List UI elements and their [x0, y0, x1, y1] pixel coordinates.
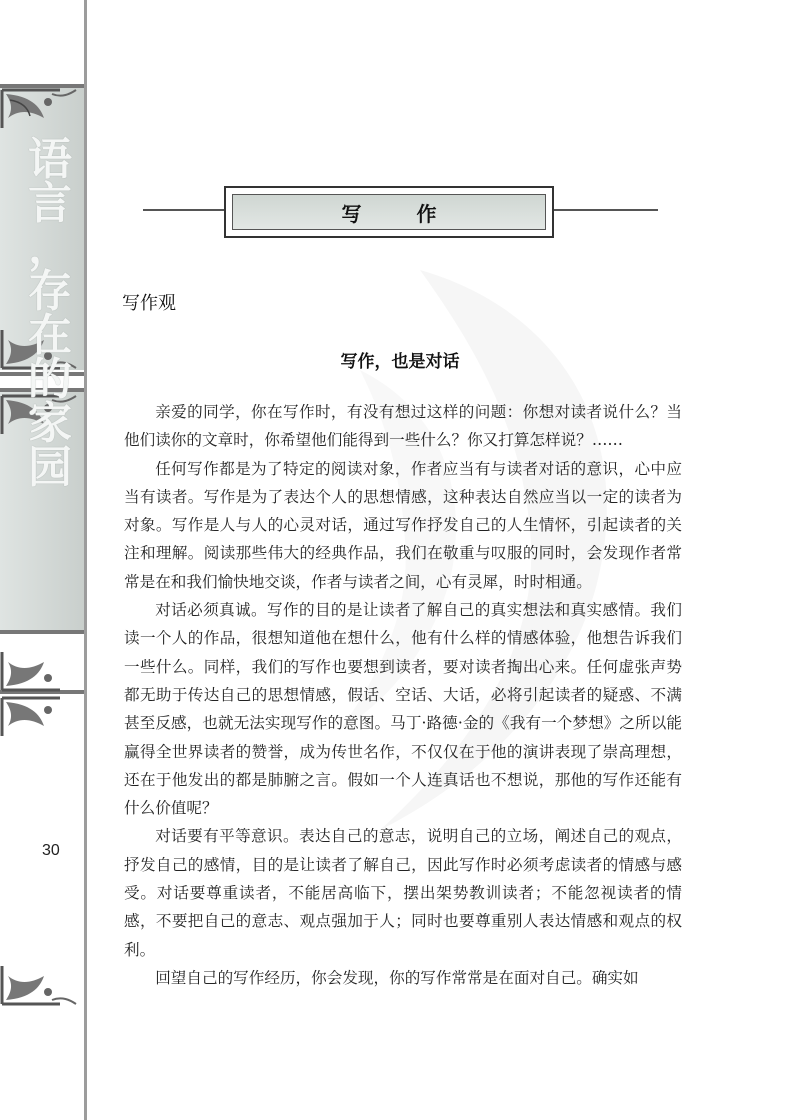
- section-rule-left: [143, 209, 224, 211]
- section-header: [224, 186, 554, 238]
- subheading: 写作观: [122, 293, 176, 314]
- article-body: [124, 398, 682, 992]
- paragraph: 对话要有平等意识。表达自己的意志，说明自己的立场，阐述自己的观点，抒发自己的感情，目的是让读者了解自己，因此写作时必须考虑读者的情感与感受。对话要尊重读者，不能居高临下，摆出架势教训读者；不能忽视读者的情感，不要把自己的意志、观点强加于人；同时也要尊重别人表达情感和观点的权利。: [124, 827, 682, 959]
- section-header-inner: [232, 194, 546, 230]
- side-binding: [0, 0, 87, 1120]
- paragraph: 亲爱的同学，你在写作时，有没有想过这样的问题：你想对读者说什么？当他们读你的文章时，你希望他们能得到一些什么？你又打算怎样说？……: [124, 403, 682, 450]
- book-title-vertical: 语 言 ， 存 在 的 家 园: [28, 134, 72, 493]
- paragraph: 任何写作都是为了特定的阅读对象，作者应当有与读者对话的意识，心中应当有读者。写作是为了表达个人的思想情感，这种表达自然应当以一定的读者为对象。写作是人与人的心灵对话，通过写作抒发自己的人生情怀，引起读者的关注和理解。阅读那些伟大的经典作品，我们在敬重与叹服的同时，会发现作者常常是在和我们愉快地交谈，作者与读者之间，心有灵犀，时时相通。: [124, 459, 682, 591]
- page-number: 30: [42, 842, 60, 859]
- corner-ornament-icon: [0, 622, 84, 692]
- section-rule-right: [550, 209, 658, 211]
- corner-ornament-icon: [0, 696, 84, 766]
- paragraph: 对话必须真诚。写作的目的是让读者了解自己的真实想法和真实感情。我们读一个人的作品，很想知道他在想什么，他有什么样的情感体验，他想告诉我们一些什么。同样，我们的写作也要想到读者，要对读者掏出心来。任何虚张声势都无助于传达自己的思想情感，假话、空话、大话，必将引起读者的疑惑、不满甚至反感，也就无法实现写作的意图。马丁·路德·金的《我有一个梦想》之所以能赢得全世界读者的赞誉，成为传世名作，不仅仅在于他的演讲表现了崇高理想，还在于他发出的都是肺腑之言。假如一个人连真话也不想说，那他的写作还能有什么价值呢？: [124, 601, 682, 818]
- section-title: 写 作: [341, 201, 461, 226]
- article-title: 写作，也是对话: [340, 352, 460, 372]
- paragraph: 回望自己的写作经历，你会发现，你的写作常常是在面对自己。确实如: [155, 968, 639, 987]
- corner-ornament-icon: [0, 936, 84, 1006]
